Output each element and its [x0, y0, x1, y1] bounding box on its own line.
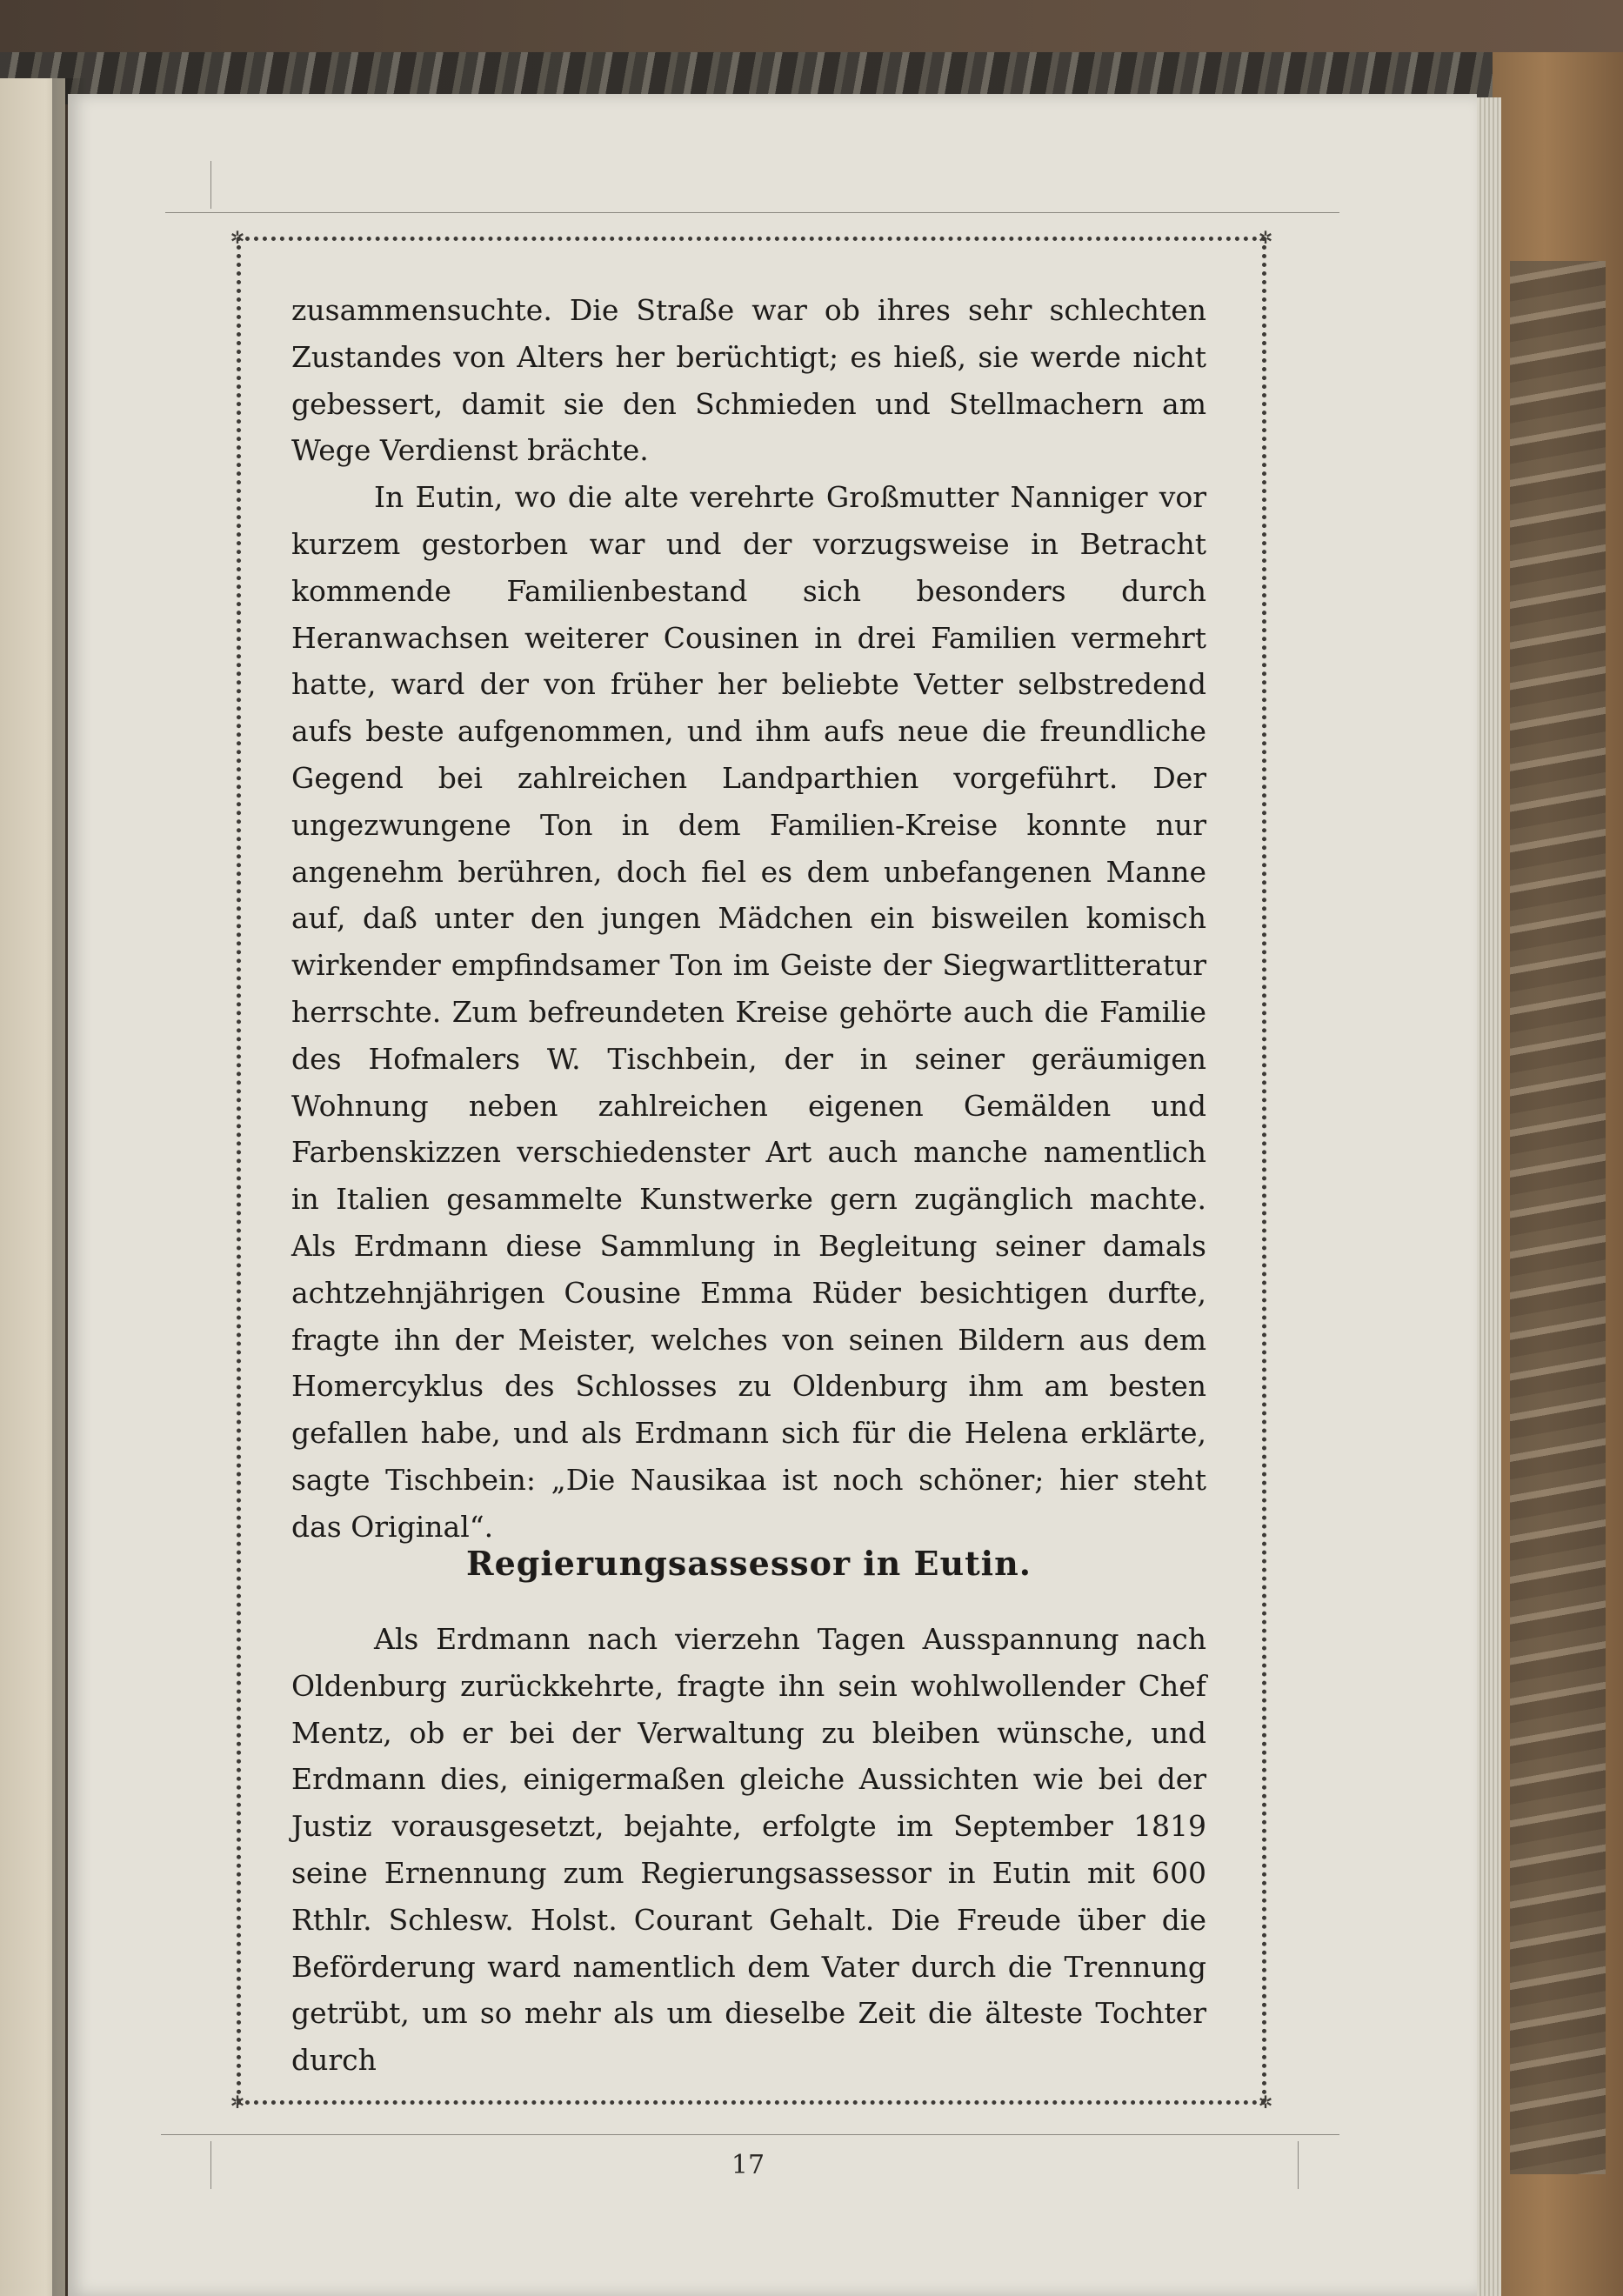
section-heading: Regierungsassessor in Eutin.	[466, 1544, 1032, 1583]
guide-line-left-bottom	[210, 2141, 211, 2189]
guide-line-top	[165, 212, 1339, 213]
corner-ornament-icon: ✲	[1258, 227, 1273, 248]
body-text-block-2	[291, 1616, 1206, 2084]
guide-line-bottom	[161, 2134, 1339, 2135]
paragraph-continued: zusammensuchte. Die Straße war ob ihres sehr schlechten Zustandes von Alters her berüchtigt; es hieß, sie werde nicht gebessert, damit sie den Schmieden und Stellmachern am Wege Verdienst brächte.	[291, 293, 1206, 468]
corner-ornament-icon: ✲	[230, 227, 245, 248]
corner-ornament-icon: ✲	[1258, 2092, 1273, 2112]
paragraph-assessor: Als Erdmann nach vierzehn Tagen Ausspannung nach Oldenburg zurückkehrte, fragte ihn sein wohlwollender Chef Mentz, ob er bei der Verwaltung zu bleiben wünsche, und Erdmann dies, einigermaßen gleiche Aussichten wie bei der Justiz vorausgesetzt, bejahte, erfolgte im September 1819 seine Ernennung zum Regierungsassessor in Eutin mit 600 Rthlr. Schlesw. Holst. Courant Gehalt. Die Freude über die Beförderung ward namentlich dem Vater durch die Trennung getrübt, um so mehr als um dieselbe Zeit die älteste Tochter durch	[291, 1622, 1206, 2078]
marbled-edge-right	[1510, 261, 1606, 2174]
corner-ornament-icon: ✲	[230, 2092, 245, 2112]
guide-line-right-bottom	[1298, 2141, 1299, 2189]
guide-line-left-top	[210, 161, 211, 209]
page-stack	[1477, 97, 1501, 2296]
body-text-block	[291, 287, 1206, 1551]
paragraph-eutin: In Eutin, wo die alte verehrte Großmutter Nanniger vor kurzem gestorben war und der vorzugsweise in Betracht kommende Familienbestand sich besonders durch Heranwachsen weiterer Cousinen in drei Familien vermehrt hatte, ward der von früher her beliebte Vetter selbstredend aufs beste aufgenommen, und ihm aufs neue die freundliche Gegend bei zahlreichen Landparthien vorgeführt. Der ungezwungene Ton in dem Familien-Kreise konnte nur angenehm berühren, doch fiel es dem unbefangenen Manne auf, daß unter den jungen Mädchen ein bisweilen komisch wirkender empfindsamer Ton im Geiste der Siegwartlitteratur herrschte. Zum befreundeten Kreise gehörte auch die Familie des Hofmalers W. Tischbein, der in seiner geräumigen Wohnung neben zahlreichen eigenen Gemälden und Farbenskizzen verschiedenster Art auch manche namentlich in Italien gesammelte Kunstwerke gern zugänglich machte. Als Erdmann diese Sammlung in Begleitung seiner damals achtzehnjährigen Cousine Emma Rüder besichtigen durfte, fragte ihn der Meister, welches von seinen Bildern aus dem Homercyklus des Schlosses zu Oldenburg ihm am besten gefallen habe, und als Erdmann sich für die Helena erklärte, sagte Tischbein: „Die Nausikaa ist noch schöner; hier steht das Original“.	[291, 480, 1206, 1544]
page-number: 17	[731, 2150, 765, 2180]
